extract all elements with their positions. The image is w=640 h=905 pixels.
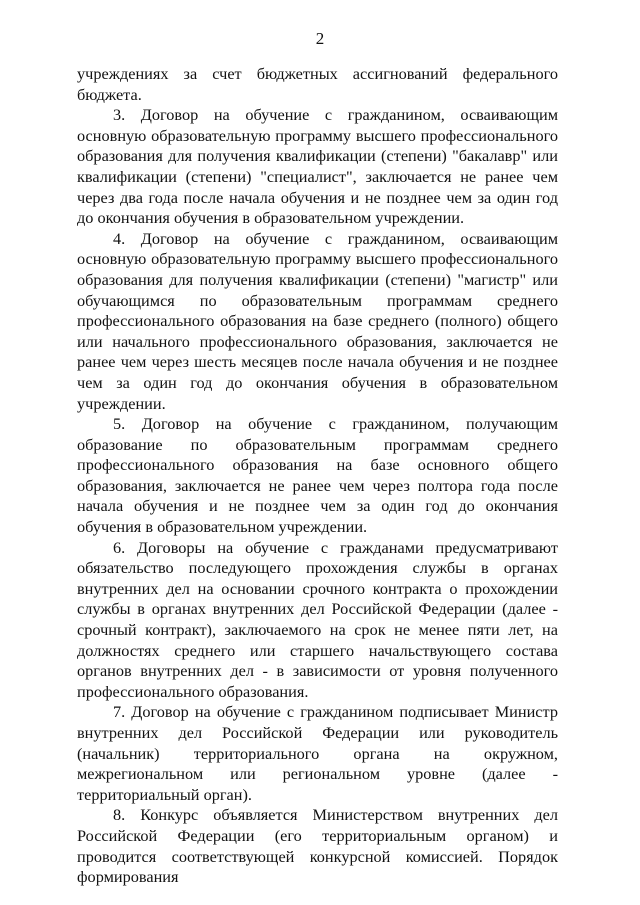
paragraph-continuation: учреждениях за счет бюджетных ассигнований федерального бюджета. [77, 64, 558, 104]
page-number: 2 [315, 29, 325, 48]
paragraph-3: 3. Договор на обучение с гражданином, осваивающим основную образовательную программу высшего профессионального образования для получения квалификации (степени) "бакалавр" или квалификации (степени) "специалист", заключается не ранее чем через два года после начала обучения и не позднее чем за один год до окончания обучения в образовательном учреждении. [77, 105, 558, 228]
paragraph-7: 7. Договор на обучение с гражданином подписывает Министр внутренних дел Российской Федерации или руководитель (начальник) территориального органа на окружном, межрегиональном или региональном уровне (далее - территориальный орган). [77, 702, 558, 804]
paragraph-8: 8. Конкурс объявляется Министерством внутренних дел Российской Федерации (его территориальным органом) и проводится соответствующей конкурсной комиссией. Порядок формирования [77, 805, 558, 887]
paragraph-4: 4. Договор на обучение с гражданином, осваивающим основную образовательную программу высшего профессионального образования для получения квалификации (степени) "магистр" или обучающимся по образовательным программам среднего профессионального образования на базе среднего (полного) общего или начального профессионального образования, заключается не ранее чем через шесть месяцев после начала обучения и не позднее чем за один год до окончания обучения в образовательном учреждении. [77, 228, 558, 413]
document-body [77, 64, 558, 888]
paragraph-6: 6. Договоры на обучение с гражданами предусматривают обязательство последующего прохождения службы в органах внутренних дел на основании срочного контракта о прохождении службы в органах внутренних дел Российской Федерации (далее - срочный контракт), заключаемого на срок не менее пяти лет, на должностях среднего или старшего начальствующего состава органов внутренних дел - в зависимости от уровня полученного профессионального образования. [77, 537, 558, 701]
paragraph-5: 5. Договор на обучение с гражданином, получающим образование по образовательным программам среднего профессионального образования на базе основного общего образования, заключается не ранее чем через полтора года после начала обучения и не позднее чем за один год до окончания обучения в образовательном учреждении. [77, 414, 558, 537]
